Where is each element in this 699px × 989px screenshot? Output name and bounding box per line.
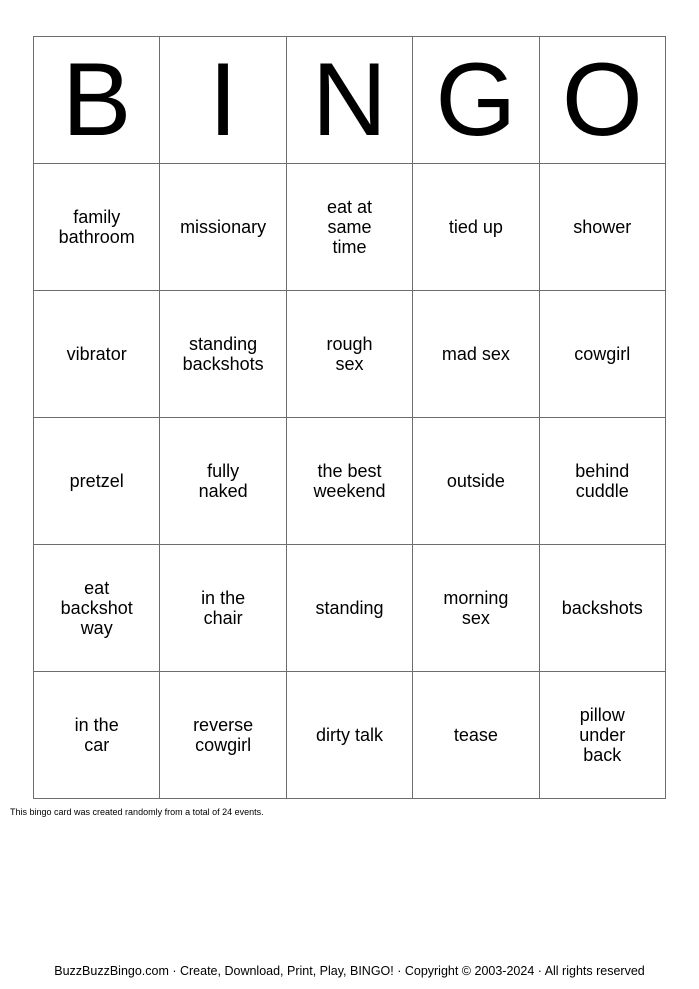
page-footer: BuzzBuzzBingo.com · Create, Download, Print, Play, BINGO! · Copyright © 2003-2024 · All rights reserved: [54, 964, 645, 978]
card-generation-note: This bingo card was created randomly from a total of 24 events.: [10, 807, 264, 817]
bingo-cell: [539, 291, 665, 418]
bingo-cell: [286, 672, 412, 799]
bingo-cell-text: standing backshots: [182, 334, 264, 374]
bingo-cell: [286, 418, 412, 545]
bingo-cell: [34, 545, 160, 672]
bingo-cell: [34, 164, 160, 291]
bingo-cell-text: cowgirl: [574, 344, 631, 364]
bingo-cell-text: family bathroom: [58, 207, 135, 247]
bingo-cell: [286, 545, 412, 672]
bingo-header-row: [34, 37, 666, 164]
bingo-cell: [413, 164, 539, 291]
bingo-cell: [34, 418, 160, 545]
bingo-row: [34, 672, 666, 799]
bingo-cell: [413, 418, 539, 545]
bingo-cell: [160, 164, 286, 291]
bingo-cell-text: tease: [453, 725, 498, 745]
bingo-cell-text: backshots: [561, 598, 643, 618]
bingo-cell: [160, 672, 286, 799]
bingo-cell-text: eat at same time: [326, 197, 372, 257]
bingo-cell: [413, 672, 539, 799]
bingo-cell-text: standing: [315, 598, 384, 618]
bingo-cell: [539, 418, 665, 545]
bingo-cell: [34, 291, 160, 418]
bingo-cell: [539, 164, 665, 291]
bingo-cell-text: shower: [573, 217, 632, 237]
bingo-cell: [160, 418, 286, 545]
bingo-cell-text: outside: [446, 471, 505, 491]
bingo-card: [33, 36, 666, 799]
bingo-row: [34, 545, 666, 672]
bingo-cell: [160, 291, 286, 418]
bingo-cell: [286, 164, 412, 291]
bingo-header-letter-i: I: [160, 37, 286, 164]
bingo-header-letter-n: N: [286, 37, 412, 164]
bingo-header-letter-o: O: [539, 37, 665, 164]
bingo-cell: [34, 672, 160, 799]
bingo-cell-text: morning sex: [443, 588, 509, 628]
bingo-cell: [286, 291, 412, 418]
bingo-cell-text: eat backshot way: [60, 578, 133, 638]
bingo-cell: [539, 545, 665, 672]
bingo-cell-text: missionary: [180, 217, 267, 237]
bingo-row: [34, 164, 666, 291]
bingo-cell: [413, 545, 539, 672]
bingo-cell-text: pillow under back: [579, 705, 626, 765]
bingo-cell: [413, 291, 539, 418]
bingo-cell-text: pretzel: [69, 471, 124, 491]
bingo-cell-text: tied up: [448, 217, 503, 237]
bingo-cell-text: reverse cowgirl: [193, 715, 254, 755]
bingo-cell: [160, 545, 286, 672]
bingo-cell-text: in the car: [74, 715, 119, 755]
bingo-row: [34, 291, 666, 418]
bingo-cell-text: dirty talk: [315, 725, 383, 745]
bingo-cell-text: rough sex: [326, 334, 373, 374]
bingo-cell-text: the best weekend: [313, 461, 386, 501]
bingo-cell-text: in the chair: [201, 588, 246, 628]
bingo-cell: [539, 672, 665, 799]
bingo-header-letter-g: G: [413, 37, 539, 164]
bingo-cell-text: behind cuddle: [575, 461, 630, 501]
bingo-row: [34, 418, 666, 545]
bingo-header-letter-b: B: [34, 37, 160, 164]
bingo-cell-text: fully naked: [198, 461, 248, 501]
bingo-cell-text: vibrator: [66, 344, 127, 364]
bingo-cell-text: mad sex: [441, 344, 510, 364]
